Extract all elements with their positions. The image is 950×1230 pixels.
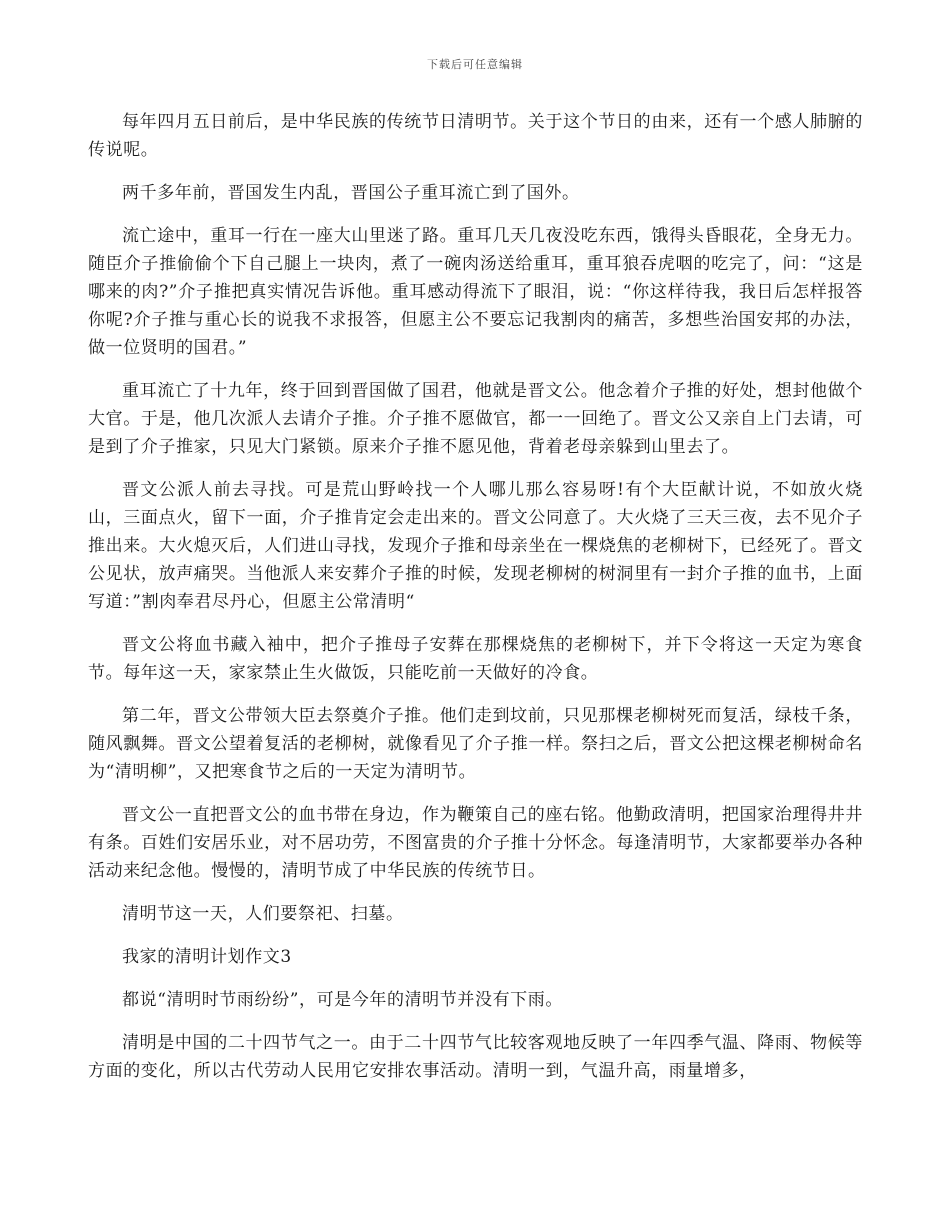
paragraph: 流亡途中，重耳一行在一座大山里迷了路。重耳几天几夜没吃东西，饿得头昏眼花，全身无力。随臣介子推偷偷个下自己腿上一块肉，煮了一碗肉汤送给重耳，重耳狼吞虎咽的吃完了，问：“这是哪来的肉?”介子推把真实情况告诉他。重耳感动得流下了眼泪，说：“你这样待我，我日后怎样报答你呢?介子推与重心长的说我不求报答，但愿主公不要忘记我割肉的痛苦，多想些治国安邦的办法，做一位贤明的国君。” [88, 226, 863, 358]
paragraph: 每年四月五日前后，是中华民族的传统节日清明节。关于这个节日的由来，还有一个感人肺腑的传说呢。 [88, 112, 863, 160]
paragraph: 晋文公派人前去寻找。可是荒山野岭找一个人哪儿那么容易呀!有个大臣献计说，不如放火烧山，三面点火，留下一面，介子推肯定会走出来的。晋文公同意了。大火烧了三天三夜，去不见介子推出来。大火熄灭后，人们进山寻找，发现介子推和母亲坐在一棵烧焦的老柳树下，已经死了。晋文公见状，放声痛哭。当他派人来安葬介子推的时候，发现老柳树的树洞里有一封介子推的血书，上面写道：”割肉奉君尽丹心，但愿主公常清明“ [88, 480, 863, 612]
document-body [88, 108, 863, 1100]
paragraph: 清明节这一天，人们要祭祀、扫墓。 [122, 904, 404, 924]
page-header: 下载后可任意编辑 [427, 58, 523, 71]
paragraph: 两千多年前，晋国发生内乱，晋国公子重耳流亡到了国外。 [122, 183, 580, 203]
paragraph: 晋文公将血书藏入袖中，把介子推母子安葬在那棵烧焦的老柳树下，并下令将这一天定为寒食节。每年这一天，家家禁止生火做饭，只能吃前一天做好的冷食。 [88, 635, 863, 683]
paragraph: 重耳流亡了十九年，终于回到晋国做了国君，他就是晋文公。他念着介子推的好处，想封他做个大官。于是，他几次派人去请介子推。介子推不愿做官，都一一回绝了。晋文公又亲自上门去请，可是到了介子推家，只见大门紧锁。原来介子推不愿见他，背着老母亲躲到山里去了。 [88, 381, 863, 457]
section-title: 我家的清明计划作文3 [122, 947, 292, 967]
paragraph: 都说“清明时节雨纷纷”，可是今年的清明节并没有下雨。 [122, 990, 563, 1010]
paragraph: 晋文公一直把晋文公的血书带在身边，作为鞭策自己的座右铭。他勤政清明，把国家治理得井井有条。百姓们安居乐业，对不居功劳，不图富贵的介子推十分怀念。每逢清明节，大家都要举办各种活动来纪念他。慢慢的，清明节成了中华民族的传统节日。 [88, 805, 863, 881]
paragraph: 第二年，晋文公带领大臣去祭奠介子推。他们走到坟前，只见那棵老柳树死而复活，绿枝千条，随风飘舞。晋文公望着复活的老柳树，就像看见了介子推一样。祭扫之后，晋文公把这棵老柳树命名为“清明柳”，又把寒食节之后的一天定为清明节。 [88, 706, 863, 782]
paragraph: 清明是中国的二十四节气之一。由于二十四节气比较客观地反映了一年四季气温、降雨、物候等方面的变化，所以古代劳动人民用它安排农事活动。清明一到，气温升高，雨量增多， [88, 1033, 863, 1081]
